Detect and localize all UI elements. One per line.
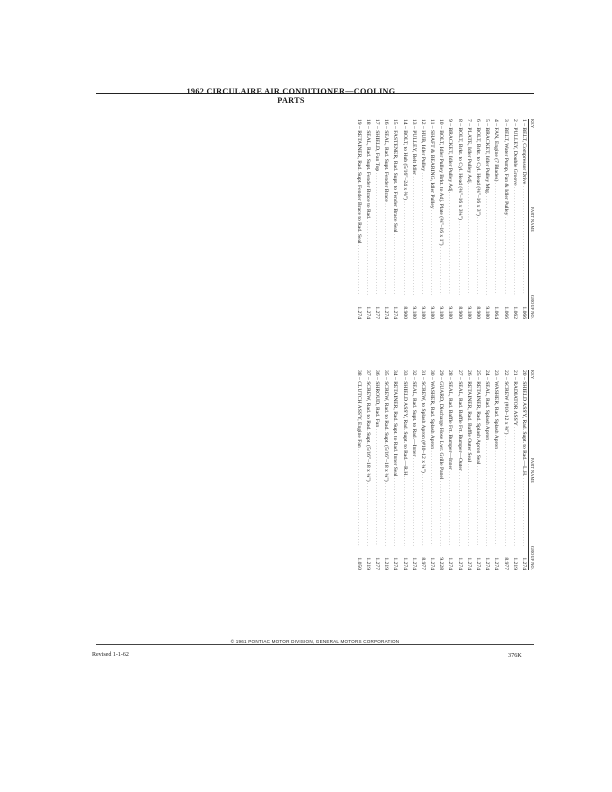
table-row xyxy=(399,370,408,570)
part-name: 28 – SEAL, Rad. Baffle Frt. Bumper—Inner . . . xyxy=(445,370,454,546)
table-row xyxy=(418,370,427,570)
table-row xyxy=(445,119,454,319)
group-number: 8.977 xyxy=(419,557,426,570)
table-row xyxy=(510,119,519,319)
table-row xyxy=(455,370,464,570)
part-name: 38 – CLUTCH ASS'Y, Engine Fan . . . xyxy=(353,370,362,546)
part-name: 9 – BRACKET, Idler Pulley Adj. . . . xyxy=(445,119,454,295)
part-name: 30 – WASHER, Rad. Splash Apron . . . xyxy=(427,370,436,546)
table-row xyxy=(436,119,445,319)
table-row xyxy=(390,370,399,570)
header-key: KEY xyxy=(530,119,535,129)
column-header xyxy=(528,370,539,570)
table-row xyxy=(427,370,436,570)
group-number: 9.180 xyxy=(484,306,491,319)
group-number: 9.180 xyxy=(447,306,454,319)
table-row xyxy=(519,119,528,319)
page-title: 1962 CIRCULAIRE AIR CONDITIONER—COOLING PARTS xyxy=(186,87,396,105)
table-row xyxy=(482,119,491,319)
table-row xyxy=(491,370,500,570)
part-name: 8 – BOLT, Brkt. to Cyl. Head (⅜"–16 x 3¾") . . . xyxy=(454,119,463,295)
part-name: 18 – SEAL, Rad. Supt. Fender Brace to Rad. . . . xyxy=(363,119,372,295)
revised-date: Revised 1-1-62 xyxy=(92,652,129,658)
part-name: 7 – PLATE, Idler Pulley Adj. . . . xyxy=(464,119,473,295)
group-number: 1.274 xyxy=(383,306,390,319)
part-name: 14 – BOLT, to Hub (5/16"–24 x ⅝") . . . xyxy=(399,119,408,295)
copyright-text: © 1961 PONTIAC MOTOR DIVISION, GENERAL MOTORS CORPORATION xyxy=(230,639,400,644)
header-group-no: GROUP NO. xyxy=(530,546,535,570)
group-number: 1.277 xyxy=(374,557,380,570)
parts-list-right xyxy=(353,370,528,570)
group-number: 1.219 xyxy=(383,557,390,570)
header-part-name: PART NAME xyxy=(530,207,535,233)
table-row xyxy=(519,370,528,570)
group-number: 1.274 xyxy=(484,557,491,570)
parts-table xyxy=(147,87,539,598)
table-row xyxy=(436,370,445,570)
table-row xyxy=(353,119,362,319)
table-row xyxy=(482,370,491,570)
part-name: 29 – GUARD, Discharge Hose Lwr. Grille Panel . . . xyxy=(436,370,445,546)
group-number: 1.274 xyxy=(392,306,399,319)
table-row xyxy=(399,119,408,319)
table-row xyxy=(473,119,482,319)
part-name: 27 – SEAL, Rad. Baffle Frt. Bumper—Outer . . . xyxy=(454,370,463,546)
part-name: 34 – RETAINER, Rad. Supt. to Rad. Inner Seal . . . xyxy=(390,370,399,546)
group-number: 1.219 xyxy=(511,557,518,570)
table-row xyxy=(455,119,464,319)
group-number: 8.900 xyxy=(456,306,463,319)
part-name: 23 – WASHER, Rad. Splash Apron . . . xyxy=(491,370,500,546)
group-number: 1.274 xyxy=(475,557,482,570)
part-name: 19 – RETAINER, Rad. Supt. Fender Brace to Rad. Seal . . . xyxy=(353,119,362,295)
part-name: 1 – BELT, Compressor Drive . . . xyxy=(519,119,528,295)
part-name: 26 – RETAINER, Rad. Baffle Outer Seal . . . xyxy=(464,370,473,546)
part-name: 15 – FASTENER, Rad. Supt. to Fender Brace Seal . . . xyxy=(390,119,399,295)
header-part-name: PART NAME xyxy=(530,458,535,484)
part-name: 20 – SHIELD ASS'Y, Rad. Supt. to Rad.—L.H. . . . xyxy=(519,370,528,546)
part-name: 16 – SEAL, Rad. Supt. Fender Brace . . . xyxy=(381,119,390,295)
group-number: 1.219 xyxy=(364,557,371,570)
table-row xyxy=(510,370,519,570)
table-row xyxy=(372,370,381,570)
part-name: 35 – SCREW, Rad. to Rad. Supt. (5/16"–18 x ¾") . . . xyxy=(381,370,390,546)
part-name: 36 – SHROUD, Rad. Fan . . . xyxy=(372,370,381,546)
group-number: 9.180 xyxy=(429,306,436,319)
group-number: 1.277 xyxy=(374,306,380,319)
part-name: 21 – RADIATOR ASS'Y . . . xyxy=(510,370,519,546)
table-row xyxy=(445,370,454,570)
table-row xyxy=(390,119,399,319)
part-name: 33 – SHIELD ASS'Y, Rad. Supt. to Rad.—R.H. . . . xyxy=(399,370,408,546)
group-number: 1.274 xyxy=(447,557,454,570)
table-row xyxy=(363,370,372,570)
table-row xyxy=(473,370,482,570)
part-name: 3 – BELT, Water Pump, Fan & Idler Pulley . . . xyxy=(500,119,509,295)
header-key: KEY xyxy=(530,370,535,380)
part-name: 22 – SCREW (#10–12 x ⅝") . . . xyxy=(500,370,509,546)
header-group-no: GROUP NO. xyxy=(530,295,535,319)
group-number: 9.180 xyxy=(419,306,426,319)
table-row xyxy=(381,370,390,570)
group-number: 8.900 xyxy=(475,306,482,319)
part-name: 6 – BOLT, Brkt. to Cyl. Head (⅜"–16 x 3") . . . xyxy=(473,119,482,295)
table-row xyxy=(409,119,418,319)
group-number: 1.274 xyxy=(456,557,463,570)
part-name: 24 – SEAL, Rad. Splash Apron . . . xyxy=(482,370,491,546)
part-name: 12 – HUB, Idler Pulley . . . xyxy=(418,119,427,295)
group-number: 1.274 xyxy=(401,557,408,570)
copyright-notice xyxy=(96,639,534,644)
group-number: 1.066 xyxy=(502,306,509,319)
group-number: 9.180 xyxy=(465,306,472,319)
group-number: 1.050 xyxy=(355,557,362,570)
part-name: 13 – PULLEY, Belt Idler . . . xyxy=(409,119,418,295)
table-row xyxy=(491,119,500,319)
group-number: 1.274 xyxy=(521,557,527,570)
parts-list-left xyxy=(353,119,528,319)
table-row xyxy=(418,119,427,319)
title-block xyxy=(186,87,396,107)
page-number: 376K xyxy=(508,652,522,659)
part-name: 10 – BOLT, Idler Pulley Brkt. to Adj. Plate (⅜"–16 x 1") . . . xyxy=(436,119,445,295)
group-number: 1.274 xyxy=(364,306,371,319)
table-row xyxy=(409,370,418,570)
part-name: 37 – SCREW, Rad. to Rad. Supt. (5/16"–18 x ¾") . . . xyxy=(363,370,372,546)
table-row xyxy=(500,370,509,570)
part-name: 2 – PULLEY, Double Groove . . . xyxy=(510,119,519,295)
group-number: 1.062 xyxy=(511,306,518,319)
parts-column-right xyxy=(353,370,539,570)
group-number: 8.977 xyxy=(502,557,509,570)
group-number: 9.228 xyxy=(438,557,445,570)
group-number: 1.064 xyxy=(493,306,500,319)
group-number: 9.180 xyxy=(438,306,445,319)
part-name: 5 – BRACKET, Idler Pulley Mtg. . . . xyxy=(482,119,491,295)
group-number: 1.274 xyxy=(392,557,399,570)
table-row xyxy=(464,119,473,319)
table-row xyxy=(427,119,436,319)
group-number: 1.274 xyxy=(355,306,362,319)
table-row xyxy=(464,370,473,570)
group-number: 1.274 xyxy=(493,557,500,570)
table-row xyxy=(381,119,390,319)
table-row xyxy=(353,370,362,570)
part-name: 31 – SCREW, to Splash Apron (#10–12 x ¾") . . . xyxy=(418,370,427,546)
group-number: 8.900 xyxy=(401,306,408,319)
part-name: 25 – RETAINER, Rad. Splash Apron Seal . . . xyxy=(473,370,482,546)
column-header xyxy=(528,119,539,319)
table-row xyxy=(372,119,381,319)
group-number: 1.066 xyxy=(521,306,527,319)
group-number: 1.274 xyxy=(410,557,417,570)
group-number: 1.274 xyxy=(429,557,436,570)
parts-column-left xyxy=(353,119,539,319)
part-name: 32 – SEAL, Rad. Supt. to Rad.—Inner . . . xyxy=(409,370,418,546)
group-number: 9.180 xyxy=(410,306,417,319)
part-name: 17 – SHIELD, Fan Top . . . xyxy=(372,119,381,295)
part-name: 11 – SHAFT & BEARING, Idler Pulley . . . xyxy=(427,119,436,295)
bottom-rule xyxy=(96,644,534,645)
group-number: 1.274 xyxy=(465,557,472,570)
table-row xyxy=(363,119,372,319)
part-name: 4 – FAN, Engine (7 Blades) . . . xyxy=(491,119,500,295)
table-row xyxy=(500,119,509,319)
